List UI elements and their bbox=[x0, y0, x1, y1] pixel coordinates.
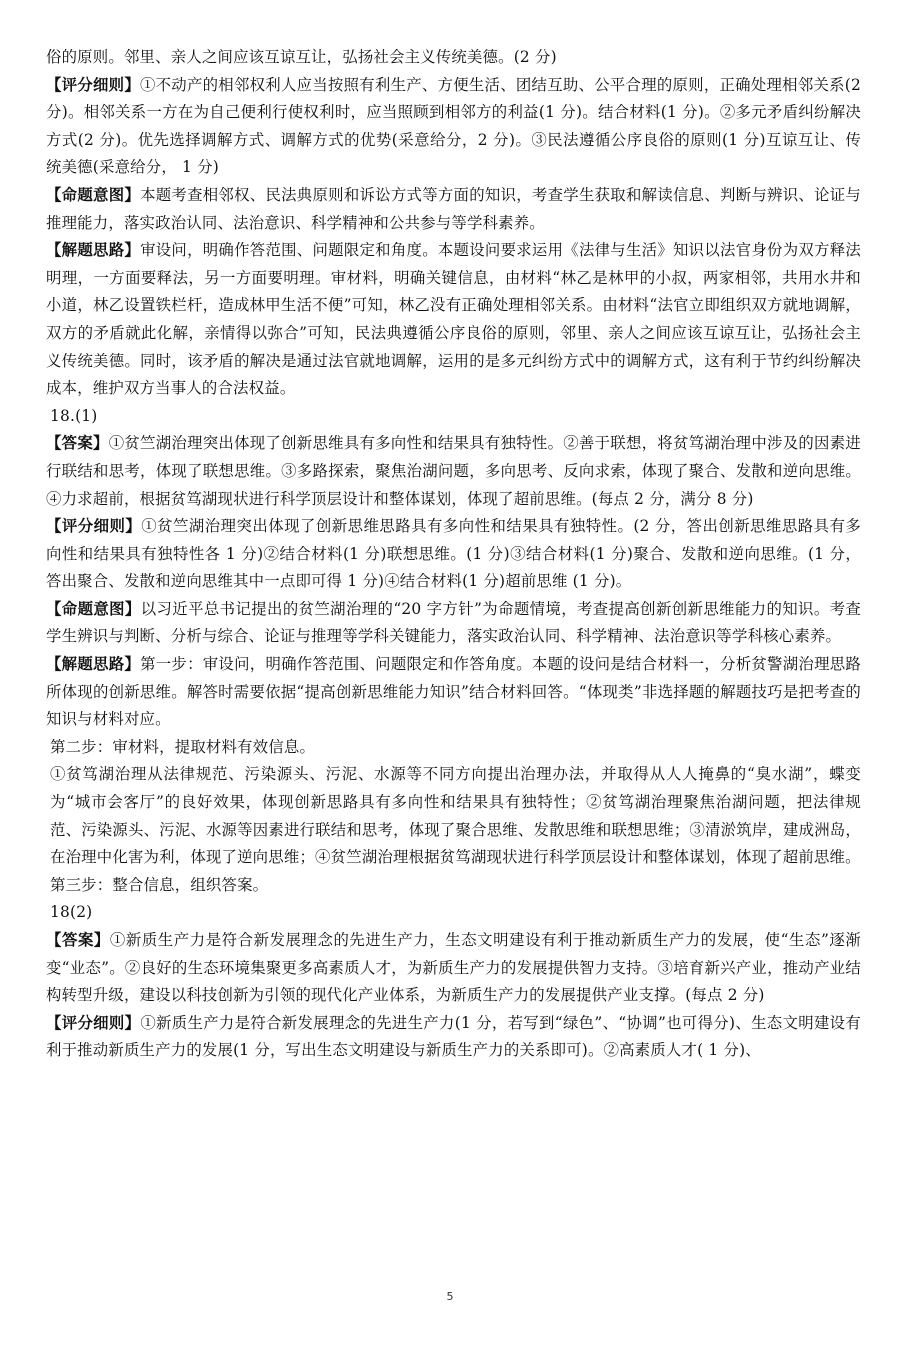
paragraph-text: ①贫竺湖治理突出体现了创新思维具有多向性和结果具有独特性。②善于联想，将贫笃湖治理中涉及的因素进行联结和思考，体现了联想思维。③多路探索，聚焦治湖问题，多向思考、反向求索，体现了聚合、发散和逆向思维。④力求超前，根据贫笃湖现状进行科学顶层设计和整体谋划，体现了超前思维。(每点 2 分，满分 8 分) bbox=[46, 434, 861, 508]
paragraph-text: 第二步：审材料，提取材料有效信息。 bbox=[50, 737, 316, 756]
paragraph-text: 第一步：审设问，明确作答范围、问题限定和作答角度。本题的设问是结合材料一，分析贫警湖治理思路所体现的创新思维。解答时需要依据“提高创新思维能力知识”结合材料回答。“体现类”非选择题的解题技巧是把考查的知识与材料对应。 bbox=[46, 655, 862, 729]
section-tag: 【解题思路】 bbox=[46, 241, 141, 260]
paragraph bbox=[46, 182, 861, 237]
paragraph-text: 18(2) bbox=[50, 903, 93, 922]
paragraph bbox=[46, 761, 861, 871]
paragraph-text: 审设问，明确作答范围、问题限定和角度。本题设问要求运用《法律与生活》知识以法官身份为双方释法明理，一方面要释法，另一方面要明理。审材料，明确关键信息，由材料“林乙是林甲的小叔，两家相邻，共用水井和小道，林乙设置铁栏杆，造成林甲生活不便”可知，林乙没有正确处理相邻关系。由材料“法官立即组织双方就地调解，双方的矛盾就此化解，亲情得以弥合”可知，民法典遵循公序良俗的原则，邻里、亲人之间应该互谅互让，弘扬社会主义传统美德。同时，该矛盾的解决是通过法官就地调解，运用的是多元纠纷方式中的调解方式，这有利于节约纠纷解决成本，维护双方当事人的合法权益。 bbox=[46, 241, 862, 398]
paragraph-text: ①不动产的相邻权利人应当按照有利生产、方便生活、团结互助、公平合理的原则，正确处理相邻关系(2 分)。相邻关系一方在为自己便利行使权利时，应当照顾到相邻方的利益(1 分)。结合材料(1 分)。②多元矛盾纠纷解决方式(2 分)。优先选择调解方式、调解方式的优势(采意给分，2 分)。③民法遵循公序良俗的原则(1 分)互谅互让、传统美德(采意给分， 1 分) bbox=[46, 75, 861, 177]
paragraph bbox=[46, 430, 861, 513]
section-tag: 【评分细则】 bbox=[46, 517, 142, 536]
paragraph-text: ①新质生产力是符合新发展理念的先进生产力(1 分，若写到“绿色”、“协调”也可得分)、生态文明建设有利于推动新质生产力的发展(1 分，写出生态文明建设与新质生产力的关系即可)。②高素质人才( 1 分)、 bbox=[46, 1013, 861, 1060]
paragraph-text: ①贫笃湖治理从法律规范、污染源头、污泥、水源等不同方向提出治理办法，并取得从人人掩鼻的“臭水湖”，蝶变为“城市会客厅”的良好效果，体现创新思路具有多向性和结果具有独特性；②贫笃湖治理聚焦治湖问题，把法律规范、污染源头、污泥、水源等因素进行联结和思考，体现了聚合思维、发散思维和联想思维；③清淤筑岸，建成洲岛，在治理中化害为利，体现了逆向思维；④贫竺湖治理根据贫笃湖现状进行科学顶层设计和整体谋划，体现了超前思维。 bbox=[50, 765, 861, 867]
section-tag: 【评分细则】 bbox=[46, 75, 140, 94]
paragraph-text: ①贫竺湖治理突出体现了创新思维思路具有多向性和结果具有独特性。(2 分，答出创新思维思路具有多向性和结果具有独特性各 1 分)②结合材料(1 分)联想思维。(1 分)③结合材料(1 分)聚合、发散和逆向思维。(1 分，答出聚合、发散和逆向思维其中一点即可得 1 分)④结合材料(1 分)超前思维 (1 分)。 bbox=[46, 517, 861, 591]
paragraph-text: 18.(1) bbox=[50, 406, 98, 425]
paragraph-text: 俗的原则。邻里、亲人之间应该互谅互让，弘扬社会主义传统美德。(2 分) bbox=[46, 48, 557, 66]
paragraph bbox=[46, 651, 861, 734]
paragraph bbox=[46, 44, 861, 72]
section-tag: 【评分细则】 bbox=[46, 1013, 141, 1032]
paragraph bbox=[46, 1010, 861, 1065]
paragraph bbox=[46, 237, 861, 403]
document-body bbox=[46, 44, 861, 1065]
paragraph bbox=[46, 596, 861, 651]
section-tag: 【命题意图】 bbox=[46, 599, 141, 618]
paragraph bbox=[46, 513, 861, 596]
section-tag: 【答案】 bbox=[46, 434, 109, 453]
paragraph-text: 第三步：整合信息，组织答案。 bbox=[50, 875, 269, 894]
paragraph bbox=[46, 72, 861, 182]
paragraph-text: 以习近平总书记提出的贫竺湖治理的“20 字方针”为命题情境，考查提高创新创新思维能力的知识。考查学生辨识与判断、分析与综合、论证与推理等学科关键能力，落实政治认同、科学精神、法治意识等学科核心素养。 bbox=[46, 599, 861, 646]
paragraph bbox=[46, 872, 861, 900]
paragraph bbox=[46, 899, 861, 927]
paragraph bbox=[46, 403, 861, 431]
paragraph-text: ①新质生产力是符合新发展理念的先进生产力，生态文明建设有利于推动新质生产力的发展，使“生态”逐渐变“业态”。②良好的生态环境集聚更多高素质人才，为新质生产力的发展提供智力支持。③培育新兴产业，推动产业结构转型升级，建设以科技创新为引领的现代化产业体系，为新质生产力的发展提供产业支撑。(每点 2 分) bbox=[46, 931, 861, 1005]
page-number: 5 bbox=[446, 1290, 454, 1303]
paragraph bbox=[46, 927, 861, 1010]
section-tag: 【答案】 bbox=[46, 931, 110, 949]
paragraph bbox=[46, 734, 861, 762]
paragraph-text: 本题考查相邻权、民法典原则和诉讼方式等方面的知识，考查学生获取和解读信息、判断与辨识、论证与推理能力，落实政治认同、法治意识、科学精神和公共参与等学科素养。 bbox=[46, 185, 862, 232]
section-tag: 【解题思路】 bbox=[46, 655, 141, 674]
section-tag: 【命题意图】 bbox=[46, 185, 141, 204]
